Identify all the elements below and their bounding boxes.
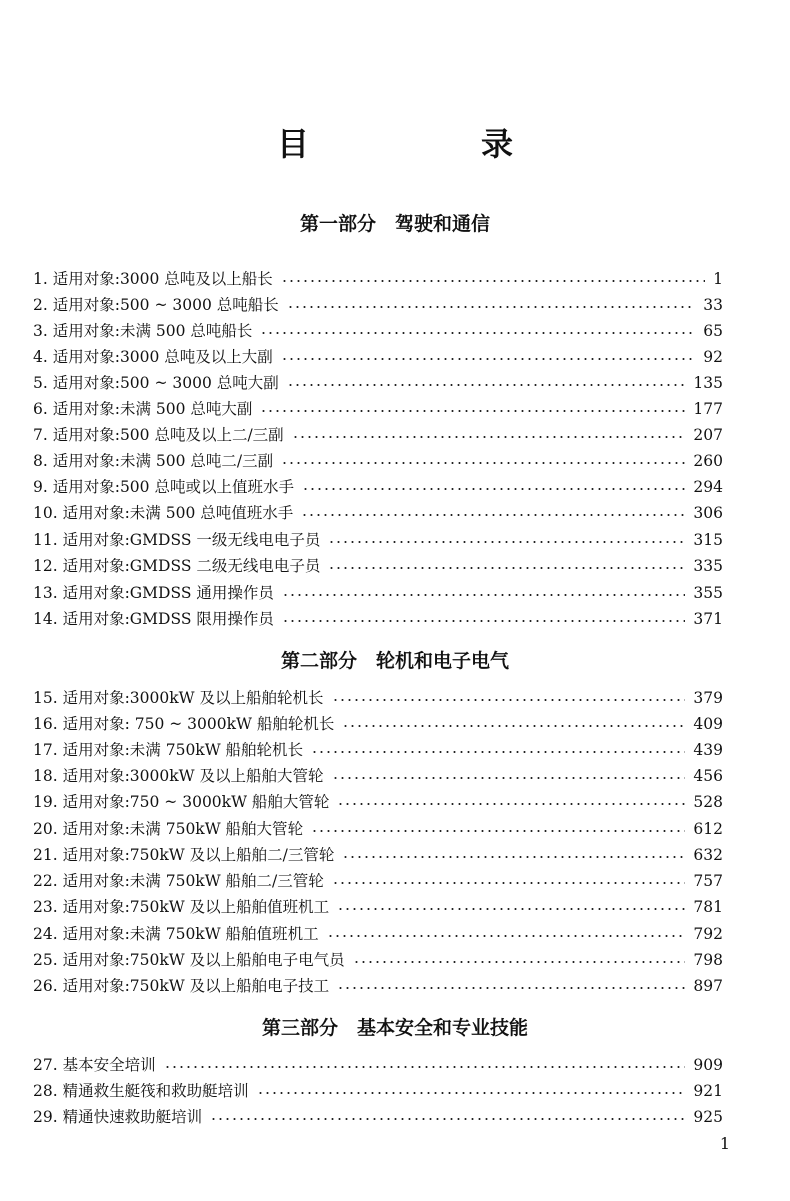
toc-entry-page: 294 bbox=[693, 478, 723, 496]
toc-entry-page: 781 bbox=[693, 898, 723, 916]
toc-entry-page: 379 bbox=[693, 689, 723, 707]
toc-entry-label: 2. 适用对象:500 ~ 3000 总吨船长 bbox=[33, 296, 279, 314]
dot-leader bbox=[287, 306, 696, 308]
toc-entry-label: 3. 适用对象:未满 500 总吨船长 bbox=[33, 322, 253, 340]
toc-entry-label: 21. 适用对象:750kW 及以上船舶二/三管轮 bbox=[33, 846, 335, 864]
toc-entry-label: 9. 适用对象:500 总吨或以上值班水手 bbox=[33, 478, 294, 496]
dot-leader bbox=[311, 751, 685, 753]
dot-leader bbox=[281, 358, 695, 360]
toc-entry[interactable] bbox=[33, 973, 723, 999]
dot-leader bbox=[260, 410, 685, 412]
toc-entry[interactable] bbox=[33, 370, 723, 396]
toc-entry-page: 439 bbox=[693, 741, 723, 759]
toc-entry-page: 909 bbox=[693, 1056, 723, 1074]
dot-leader bbox=[281, 462, 685, 464]
toc-entry-page: 409 bbox=[693, 715, 723, 733]
toc-entry-page: 306 bbox=[693, 504, 723, 522]
toc-entry[interactable] bbox=[33, 553, 723, 579]
toc-entry-label: 27. 基本安全培训 bbox=[33, 1056, 156, 1074]
toc-entry-label: 19. 适用对象:750 ~ 3000kW 船舶大管轮 bbox=[33, 793, 330, 811]
toc-entry-label: 12. 适用对象:GMDSS 二级无线电电子员 bbox=[33, 557, 321, 575]
toc-entry[interactable] bbox=[33, 763, 723, 789]
toc-entry-page: 207 bbox=[693, 426, 723, 444]
toc-entry[interactable] bbox=[33, 580, 723, 606]
dot-leader bbox=[328, 541, 685, 543]
dot-leader bbox=[327, 935, 686, 937]
toc-entry[interactable] bbox=[33, 816, 723, 842]
dot-leader bbox=[164, 1066, 686, 1068]
toc-entry-label: 25. 适用对象:750kW 及以上船舶电子电气员 bbox=[33, 951, 345, 969]
dot-leader bbox=[302, 488, 685, 490]
toc-entry-page: 897 bbox=[693, 977, 723, 995]
toc-entry-page: 260 bbox=[693, 452, 723, 470]
toc-entry-page: 65 bbox=[703, 322, 723, 340]
toc-entry-label: 10. 适用对象:未满 500 总吨值班水手 bbox=[33, 504, 294, 522]
dot-leader bbox=[337, 908, 685, 910]
toc-entry[interactable] bbox=[33, 1052, 723, 1078]
toc-entry-label: 13. 适用对象:GMDSS 通用操作员 bbox=[33, 584, 274, 602]
toc-entry-label: 26. 适用对象:750kW 及以上船舶电子技工 bbox=[33, 977, 330, 995]
toc-entry[interactable] bbox=[33, 842, 723, 868]
dot-leader bbox=[337, 987, 685, 989]
dot-leader bbox=[260, 332, 695, 334]
dot-leader bbox=[282, 620, 686, 622]
toc-entry[interactable] bbox=[33, 474, 723, 500]
toc-entry-label: 11. 适用对象:GMDSS 一级无线电电子员 bbox=[33, 531, 321, 549]
toc-entry-page: 612 bbox=[693, 820, 723, 838]
toc-entry[interactable] bbox=[33, 344, 723, 370]
dot-leader bbox=[311, 830, 685, 832]
toc-entry[interactable] bbox=[33, 292, 723, 318]
toc-entry[interactable] bbox=[33, 789, 723, 815]
toc-entry-label: 1. 适用对象:3000 总吨及以上船长 bbox=[33, 270, 273, 288]
dot-leader bbox=[332, 882, 686, 884]
toc-entry[interactable] bbox=[33, 1078, 723, 1104]
toc-entry[interactable] bbox=[33, 318, 723, 344]
toc-entry-page: 135 bbox=[693, 374, 723, 392]
toc-entry-page: 921 bbox=[693, 1082, 723, 1100]
toc-entry[interactable] bbox=[33, 266, 723, 292]
dot-leader bbox=[342, 725, 685, 727]
toc-entry[interactable] bbox=[33, 527, 723, 553]
toc-entry-label: 20. 适用对象:未满 750kW 船舶大管轮 bbox=[33, 820, 304, 838]
toc-entry-label: 15. 适用对象:3000kW 及以上船舶轮机长 bbox=[33, 689, 324, 707]
toc-entry[interactable] bbox=[33, 711, 723, 737]
toc-entry[interactable] bbox=[33, 422, 723, 448]
toc-entry-label: 22. 适用对象:未满 750kW 船舶二/三管轮 bbox=[33, 872, 324, 890]
toc-entry-page: 355 bbox=[693, 584, 723, 602]
toc-entry-label: 5. 适用对象:500 ~ 3000 总吨大副 bbox=[33, 374, 279, 392]
toc-entry-page: 632 bbox=[693, 846, 723, 864]
toc-entry-page: 315 bbox=[693, 531, 723, 549]
dot-leader bbox=[282, 594, 686, 596]
toc-entry-page: 1 bbox=[713, 270, 723, 288]
dot-leader bbox=[353, 961, 686, 963]
toc-entry-page: 792 bbox=[693, 925, 723, 943]
toc-entry-label: 29. 精通快速救助艇培训 bbox=[33, 1108, 203, 1126]
toc-entry[interactable] bbox=[33, 1104, 723, 1130]
toc-entry-page: 371 bbox=[693, 610, 723, 628]
toc-entry-label: 17. 适用对象:未满 750kW 船舶轮机长 bbox=[33, 741, 304, 759]
toc-entry-page: 456 bbox=[693, 767, 723, 785]
toc-entry[interactable] bbox=[33, 448, 723, 474]
toc-entry-label: 28. 精通救生艇筏和救助艇培训 bbox=[33, 1082, 249, 1100]
dot-leader bbox=[281, 280, 705, 282]
dot-leader bbox=[332, 777, 686, 779]
toc-entry[interactable] bbox=[33, 737, 723, 763]
page-title: 目 录 bbox=[276, 125, 583, 163]
toc-entry-label: 14. 适用对象:GMDSS 限用操作员 bbox=[33, 610, 274, 628]
toc-entry-label: 8. 适用对象:未满 500 总吨二/三副 bbox=[33, 452, 274, 470]
toc-entry[interactable] bbox=[33, 947, 723, 973]
dot-leader bbox=[257, 1092, 686, 1094]
dot-leader bbox=[328, 567, 685, 569]
section-heading: 第三部分 基本安全和专业技能 bbox=[261, 1017, 528, 1039]
toc-entry-page: 335 bbox=[693, 557, 723, 575]
dot-leader bbox=[287, 384, 686, 386]
footer-page-number: 1 bbox=[719, 1134, 730, 1153]
toc-entry-page: 528 bbox=[693, 793, 723, 811]
toc-entry[interactable] bbox=[33, 685, 723, 711]
dot-leader bbox=[342, 856, 685, 858]
toc-entry-label: 7. 适用对象:500 总吨及以上二/三副 bbox=[33, 426, 284, 444]
toc-entry-label: 6. 适用对象:未满 500 总吨大副 bbox=[33, 400, 253, 418]
toc-entry-page: 92 bbox=[703, 348, 723, 366]
toc-entry-label: 16. 适用对象: 750 ~ 3000kW 船舶轮机长 bbox=[33, 715, 335, 733]
toc-entry-page: 798 bbox=[693, 951, 723, 969]
toc-entry-label: 23. 适用对象:750kW 及以上船舶值班机工 bbox=[33, 898, 330, 916]
toc-entry[interactable] bbox=[33, 921, 723, 947]
toc-entry-label: 4. 适用对象:3000 总吨及以上大副 bbox=[33, 348, 273, 366]
toc-entry-label: 24. 适用对象:未满 750kW 船舶值班机工 bbox=[33, 925, 319, 943]
toc-entry-page: 33 bbox=[703, 296, 723, 314]
toc-entry[interactable] bbox=[33, 606, 723, 632]
dot-leader bbox=[301, 514, 685, 516]
section-heading: 第二部分 轮机和电子电气 bbox=[280, 650, 509, 672]
toc-entry[interactable] bbox=[33, 500, 723, 526]
toc-entry-label: 18. 适用对象:3000kW 及以上船舶大管轮 bbox=[33, 767, 324, 785]
section-heading: 第一部分 驾驶和通信 bbox=[299, 213, 490, 235]
dot-leader bbox=[337, 803, 685, 805]
toc-entry[interactable] bbox=[33, 868, 723, 894]
dot-leader bbox=[332, 699, 686, 701]
toc-entry-page: 757 bbox=[693, 872, 723, 890]
dot-leader bbox=[292, 436, 686, 438]
toc-entry-page: 177 bbox=[693, 400, 723, 418]
toc-entry[interactable] bbox=[33, 396, 723, 422]
dot-leader bbox=[210, 1118, 685, 1120]
toc-entry[interactable] bbox=[33, 894, 723, 920]
toc-entry-page: 925 bbox=[693, 1108, 723, 1126]
